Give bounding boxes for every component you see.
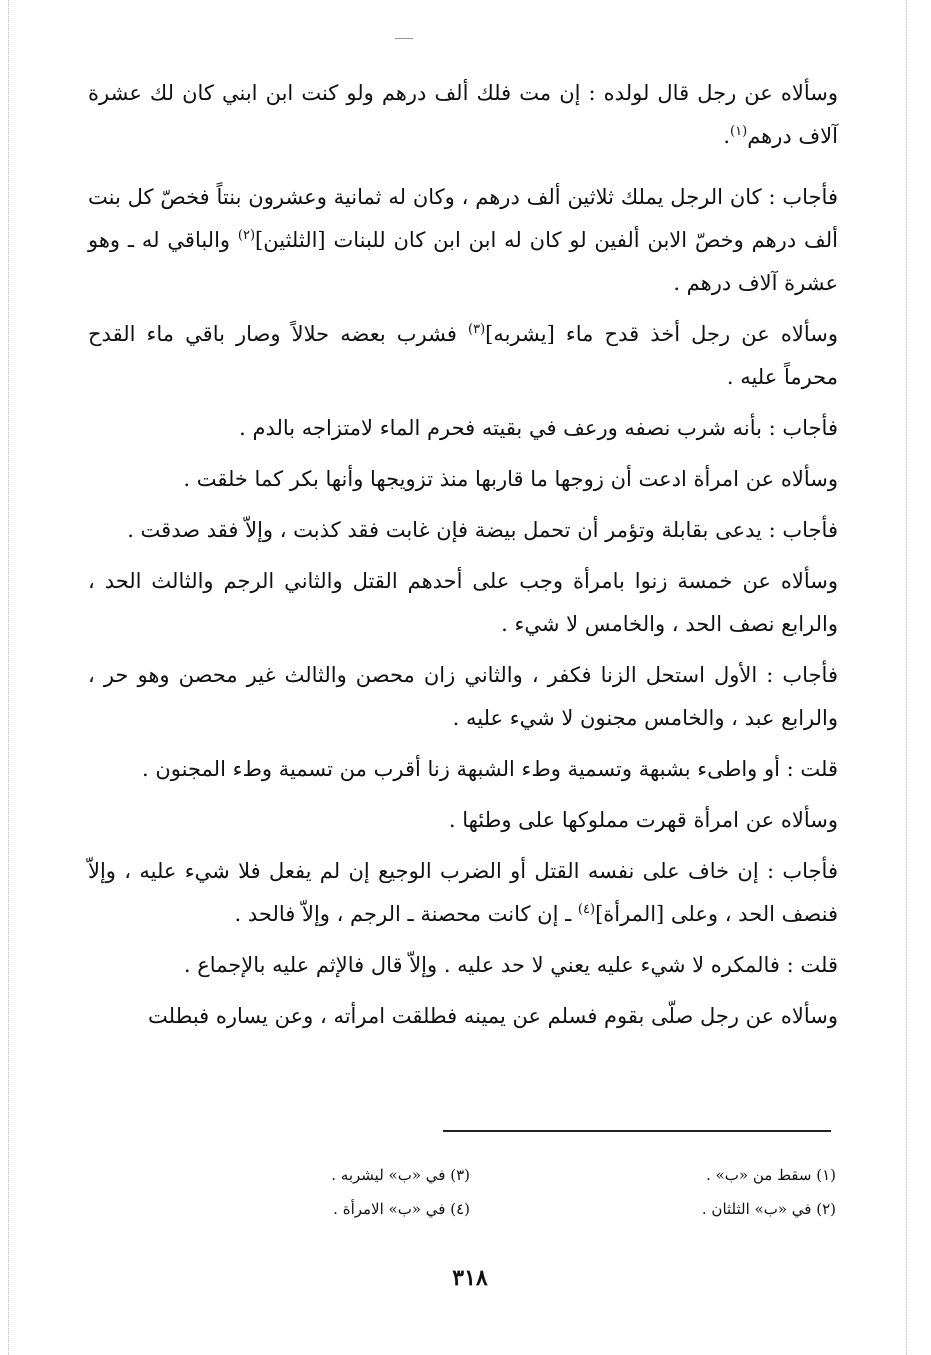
paragraph-question-4 [88,560,838,646]
paragraph-answer-5 [88,850,838,936]
page-number: ٣١٨ [452,1265,488,1291]
paragraph-text: قلت : فالمكره لا شيء عليه يعني لا حد عليه . وإلاّ قال فالإثم عليه بالإجماع . [183,953,838,977]
scan-edge-left [8,0,9,1355]
paragraph-text: وسألاه عن امرأة قهرت مملوكها على وطئها . [448,808,838,832]
paragraph-tail: . [723,124,731,148]
footnote-2: (٢) في «ب» الثلثان . [701,1200,836,1218]
paragraph-text: فأجاب : الأول استحل الزنا فكفر ، والثاني زان محصن والثالث غير محصن وهو حر ، والرابع عبد ، والخامس مجنون لا شيء عليه . [88,663,838,730]
paragraph-question-2 [88,313,838,399]
footnote-ref-2: (٢) [237,228,256,243]
paragraph-text: فأجاب : يدعى بقابلة وتؤمر أن تحمل بيضة فإن غابت فقد كذبت ، وإلاّ فقد صدقت . [127,518,838,542]
paragraph-text: وسألاه عن رجل قال لولده : إن مت فلك ألف درهم ولو كنت ابن ابني كان لك عشرة آلاف درهم [88,81,838,148]
paragraph-tail: والباقي له ـ وهو عشرة آلاف درهم . [88,228,838,295]
paragraph-question-1 [88,72,838,158]
paragraph-answer-4 [88,654,838,740]
footnote-4: (٤) في «ب» الامرأة . [333,1200,470,1218]
top-mark [395,38,413,39]
paragraph-text: وسألاه عن رجل صلّى بقوم فسلم عن يمينه فطلقت امرأته ، وعن يساره فبطلت [148,1004,838,1028]
footnote-3: (٣) في «ب» ليشربه . [331,1166,470,1184]
paragraph-text: فأجاب : إن خاف على نفسه القتل أو الضرب الوجيع إن لم يفعل فلا شيء عليه ، وإلاّ فنصف الحد ، وعلى [المرأة] [88,859,838,926]
scan-edge-right [906,0,907,1355]
footnote-1: (١) سقط من «ب» . [706,1166,836,1184]
footnote-ref-1: (١) [730,124,748,139]
paragraph-tail: ـ إن كانت محصنة ـ الرجم ، وإلاّ فالحد . [234,902,578,926]
paragraph-question-5 [88,799,838,842]
paragraph-answer-1 [88,176,838,305]
footnotes-right-column [610,1158,836,1226]
paragraph-text: وسألاه عن امرأة ادعت أن زوجها ما قاربها منذ تزويجها وأنها بكر كما خلقت . [183,467,838,491]
footnote-ref-4: (٤) [577,902,596,917]
paragraph-question-6 [88,995,838,1038]
paragraph-text: وسألاه عن خمسة زنوا بامرأة وجب على أحدهم القتل والثاني الرجم والثالث الحد ، والرابع نصف الحد ، والخامس لا شيء . [88,569,838,636]
paragraph-text: قلت : أو واطىء بشبهة وتسمية وطء الشبهة زنا أقرب من تسمية وطء المجنون . [142,757,838,781]
paragraph-tail: فشرب بعضه حلالاً وصار باقي ماء القدح محرماً عليه . [88,322,838,389]
paragraph-answer-2 [88,407,838,450]
paragraph-text: فأجاب : بأنه شرب نصفه ورعف في بقيته فحرم الماء لامتزاجه بالدم . [239,416,838,440]
footnotes-left-column [260,1158,470,1226]
main-text [88,72,838,1046]
footnote-ref-3: (٣) [468,322,486,337]
paragraph-comment-1 [88,748,838,791]
paragraph-question-3 [88,458,838,501]
paragraph-text: وسألاه عن رجل أخذ قدح ماء [يشربه] [485,322,839,346]
paragraph-text: فأجاب : كان الرجل يملك ثلاثين ألف درهم ، وكان له ثمانية وعشرون بنتاً فخصّ كل بنت ألف درهم وخصّ الابن ألفين لو كان له ابن ابن كان للبنات [الثلثين] [88,185,838,252]
footnote-separator [443,1130,831,1132]
paragraph-answer-3 [88,509,838,552]
paragraph-comment-2 [88,944,838,987]
